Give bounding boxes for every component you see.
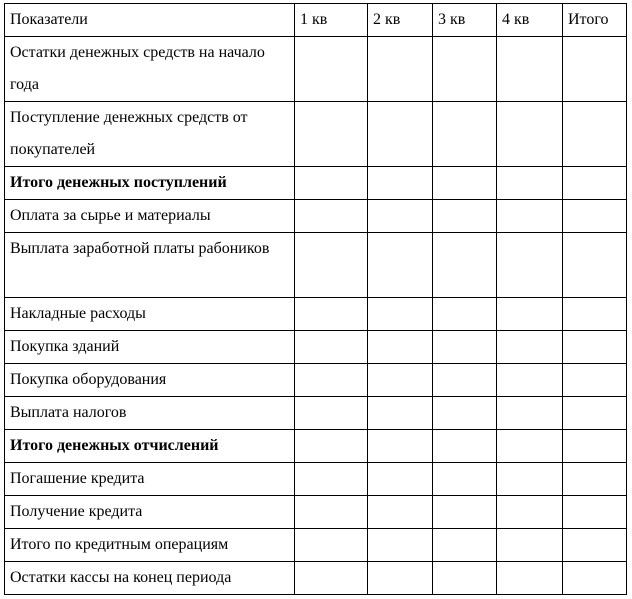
cell-total (563, 364, 627, 397)
cell-q3 (433, 496, 497, 529)
row-label: Накладные расходы (5, 298, 295, 331)
cell-q1 (295, 496, 368, 529)
cell-q1 (295, 298, 368, 331)
cell-q3 (433, 200, 497, 233)
header-q4: 4 кв (497, 4, 563, 37)
table-row (5, 167, 627, 200)
cell-q3 (433, 102, 497, 167)
header-q3: 3 кв (433, 4, 497, 37)
cell-q1 (295, 102, 368, 167)
cell-q1 (295, 397, 368, 430)
cell-total (563, 529, 627, 562)
cell-q4 (497, 331, 563, 364)
cell-q3 (433, 562, 497, 595)
cell-q4 (497, 397, 563, 430)
cell-q3 (433, 463, 497, 496)
cell-q1 (295, 430, 368, 463)
row-label: Погашение кредита (5, 463, 295, 496)
table-row (5, 200, 627, 233)
cell-q1 (295, 233, 368, 298)
cell-q4 (497, 463, 563, 496)
cell-q3 (433, 37, 497, 102)
cell-q4 (497, 200, 563, 233)
cell-q1 (295, 364, 368, 397)
cell-q3 (433, 331, 497, 364)
row-label: Остатки кассы на конец периода (5, 562, 295, 595)
cell-q4 (497, 233, 563, 298)
table-row (5, 102, 627, 167)
cell-total (563, 233, 627, 298)
header-indicator: Показатели (5, 4, 295, 37)
cell-q3 (433, 298, 497, 331)
cell-total (563, 496, 627, 529)
cell-total (563, 430, 627, 463)
cell-q1 (295, 167, 368, 200)
cell-q2 (368, 298, 433, 331)
cell-q1 (295, 529, 368, 562)
cell-q2 (368, 430, 433, 463)
cell-total (563, 562, 627, 595)
cell-total (563, 298, 627, 331)
cell-total (563, 167, 627, 200)
row-label: Покупка зданий (5, 331, 295, 364)
cell-q2 (368, 102, 433, 167)
cell-q2 (368, 200, 433, 233)
table-row (5, 463, 627, 496)
cell-q2 (368, 233, 433, 298)
cell-q2 (368, 331, 433, 364)
table-row (5, 562, 627, 595)
row-label: Итого денежных отчислений (5, 430, 295, 463)
cell-total (563, 463, 627, 496)
table-row (5, 37, 627, 102)
row-label: Получение кредита (5, 496, 295, 529)
cell-q2 (368, 397, 433, 430)
row-label: Выплата налогов (5, 397, 295, 430)
cell-q3 (433, 364, 497, 397)
table-header-row (5, 4, 627, 37)
row-label: Итого по кредитным операциям (5, 529, 295, 562)
cell-total (563, 397, 627, 430)
cell-total (563, 331, 627, 364)
header-q2: 2 кв (368, 4, 433, 37)
cell-total (563, 200, 627, 233)
cell-total (563, 102, 627, 167)
cell-q4 (497, 298, 563, 331)
cell-q3 (433, 430, 497, 463)
cell-q1 (295, 331, 368, 364)
cell-q2 (368, 364, 433, 397)
cell-q3 (433, 233, 497, 298)
table-row (5, 430, 627, 463)
cell-q1 (295, 463, 368, 496)
cell-q2 (368, 167, 433, 200)
cell-q1 (295, 562, 368, 595)
header-q1: 1 кв (295, 4, 368, 37)
table-row (5, 397, 627, 430)
row-label: Оплата за сырье и материалы (5, 200, 295, 233)
cell-q2 (368, 529, 433, 562)
cell-q3 (433, 397, 497, 430)
cell-q4 (497, 496, 563, 529)
row-label: Итого денежных поступлений (5, 167, 295, 200)
cell-q2 (368, 463, 433, 496)
row-label: Поступление денежных средств от покупателей (5, 102, 295, 167)
cell-q4 (497, 102, 563, 167)
cell-q3 (433, 167, 497, 200)
table-row (5, 233, 627, 298)
cell-total (563, 37, 627, 102)
cell-q1 (295, 37, 368, 102)
cell-q1 (295, 200, 368, 233)
cell-q2 (368, 562, 433, 595)
header-total: Итого (563, 4, 627, 37)
cell-q3 (433, 529, 497, 562)
table-row (5, 298, 627, 331)
cell-q4 (497, 430, 563, 463)
cell-q2 (368, 496, 433, 529)
table-row (5, 331, 627, 364)
row-label: Выплата заработной платы рабоников (5, 233, 295, 298)
cell-q2 (368, 37, 433, 102)
table-row (5, 496, 627, 529)
row-label: Остатки денежных средств на начало года (5, 37, 295, 102)
cell-q4 (497, 167, 563, 200)
cell-q4 (497, 364, 563, 397)
cell-q4 (497, 562, 563, 595)
table-row (5, 529, 627, 562)
cell-q4 (497, 37, 563, 102)
row-label: Покупка оборудования (5, 364, 295, 397)
table-row (5, 364, 627, 397)
cell-q4 (497, 529, 563, 562)
cash-flow-table (4, 3, 627, 595)
